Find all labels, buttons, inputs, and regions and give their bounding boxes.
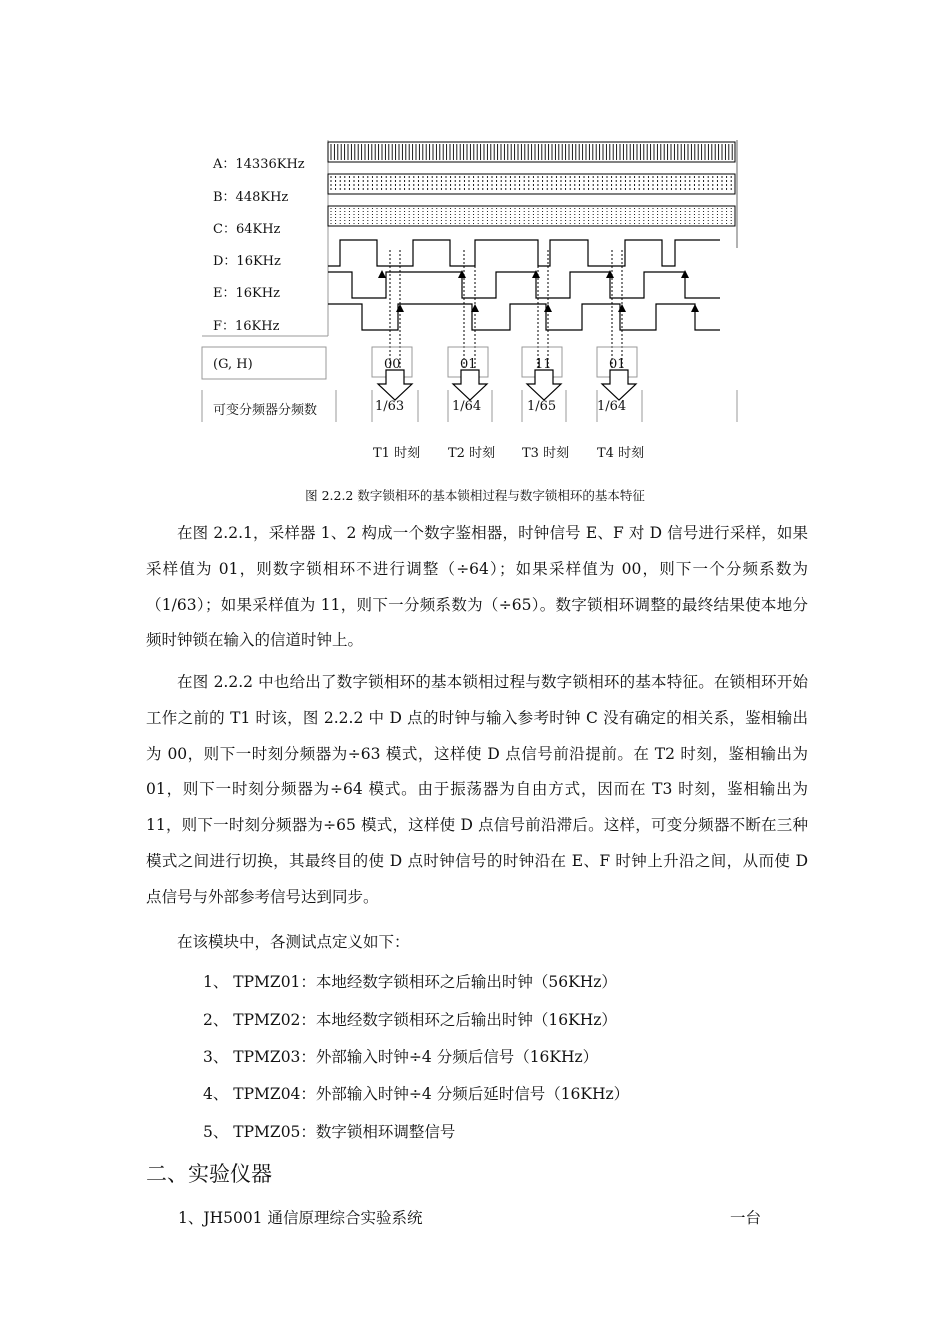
section-heading: 二、实验仪器	[146, 1162, 272, 1186]
signal-label-d: D：16KHz	[213, 254, 281, 269]
clock-row-c	[328, 206, 735, 226]
gh-label: (G, H)	[213, 357, 253, 372]
divide-ratio: 1/63	[375, 399, 405, 414]
sample-value: 11	[535, 357, 552, 372]
signal-label-f: F：16KHz	[213, 319, 280, 334]
time-label: T4 时刻	[597, 446, 645, 461]
clock-row-b	[328, 174, 735, 194]
clock-rows	[328, 142, 735, 226]
time-label: T3 时刻	[522, 446, 570, 461]
test-point-item: 1、 TPMZ01：本地经数字锁相环之后输出时钟（56KHz）	[203, 973, 617, 991]
equipment-item: 1、JH5001 通信原理综合实验系统	[178, 1209, 423, 1227]
time-label: T2 时刻	[448, 446, 496, 461]
divide-ratio: 1/64	[597, 399, 627, 414]
test-point-item: 2、 TPMZ02：本地经数字锁相环之后输出时钟（16KHz）	[203, 1011, 617, 1029]
equipment-quantity: 一台	[730, 1209, 762, 1227]
sample-value: 01	[609, 357, 626, 372]
signal-label-c: C：64KHz	[213, 222, 281, 237]
sample-value: 01	[460, 357, 477, 372]
label-panel	[202, 140, 336, 422]
sample-value: 00	[384, 357, 401, 372]
signal-label-a: A：14336KHz	[213, 157, 305, 172]
waveform-F	[328, 304, 720, 330]
paragraph-2: 在图 2.2.2 中也给出了数字锁相环的基本锁相过程与数字锁相环的基本特征。在锁相环开始工作之前的 T1 时该，图 2.2.2 中 D 点的时钟与输入参考时钟 C 没有确定的相关系，鉴相输出为 00，则下一时刻分频器为÷63 模式，这样使 D 点信号前沿提前。在 T2 时刻，鉴相输出为 01，则下一时刻分频器为÷64 模式。由于振荡器为自由方式，因而在 T3 时刻，鉴相输出为 11，则下一时刻分频器为÷65 模式，这样使 D 点信号前沿滞后。这样，可变分频器不断在三种模式之间进行切换，其最终目的使 D 点时钟信号的时钟沿在 E、F 时钟上升沿之间，从而使 D 点信号与外部参考信号达到同步。	[146, 673, 808, 906]
divide-ratio: 1/64	[452, 399, 482, 414]
figure-caption: 图 2.2.2 数字锁相环的基本锁相过程与数字锁相环的基本特征	[305, 488, 645, 503]
divide-ratio: 1/65	[527, 399, 557, 414]
time-label: T1 时刻	[373, 446, 421, 461]
signal-label-e: E：16KHz	[213, 286, 280, 301]
divider-label: 可变分频器分频数	[213, 403, 318, 418]
waveform-E	[328, 272, 720, 298]
signal-label-b: B：448KHz	[213, 190, 289, 205]
timing-figure	[200, 138, 745, 468]
paragraph-3: 在该模块中，各测试点定义如下：	[177, 933, 410, 951]
waveform-D	[328, 240, 720, 266]
test-point-item: 4、 TPMZ04：外部输入时钟÷4 分频后延时信号（16KHz）	[203, 1085, 630, 1103]
sample-lines	[390, 250, 622, 370]
paragraph-1: 在图 2.2.1，采样器 1、2 构成一个数字鉴相器，时钟信号 E、F 对 D 信号进行采样，如果采样值为 01，则数字锁相环不进行调整（÷64）；如果采样值为 00，则下一个分频系数为（1/63）；如果采样值为 11，则下一分频系数为（÷65）。数字锁相环调整的最终结果使本地分频时钟锁在输入的信道时钟上。	[146, 524, 808, 650]
test-point-item: 3、 TPMZ03：外部输入时钟÷4 分频后信号（16KHz）	[203, 1048, 599, 1066]
test-point-item: 5、 TPMZ05：数字锁相环调整信号	[203, 1123, 456, 1141]
